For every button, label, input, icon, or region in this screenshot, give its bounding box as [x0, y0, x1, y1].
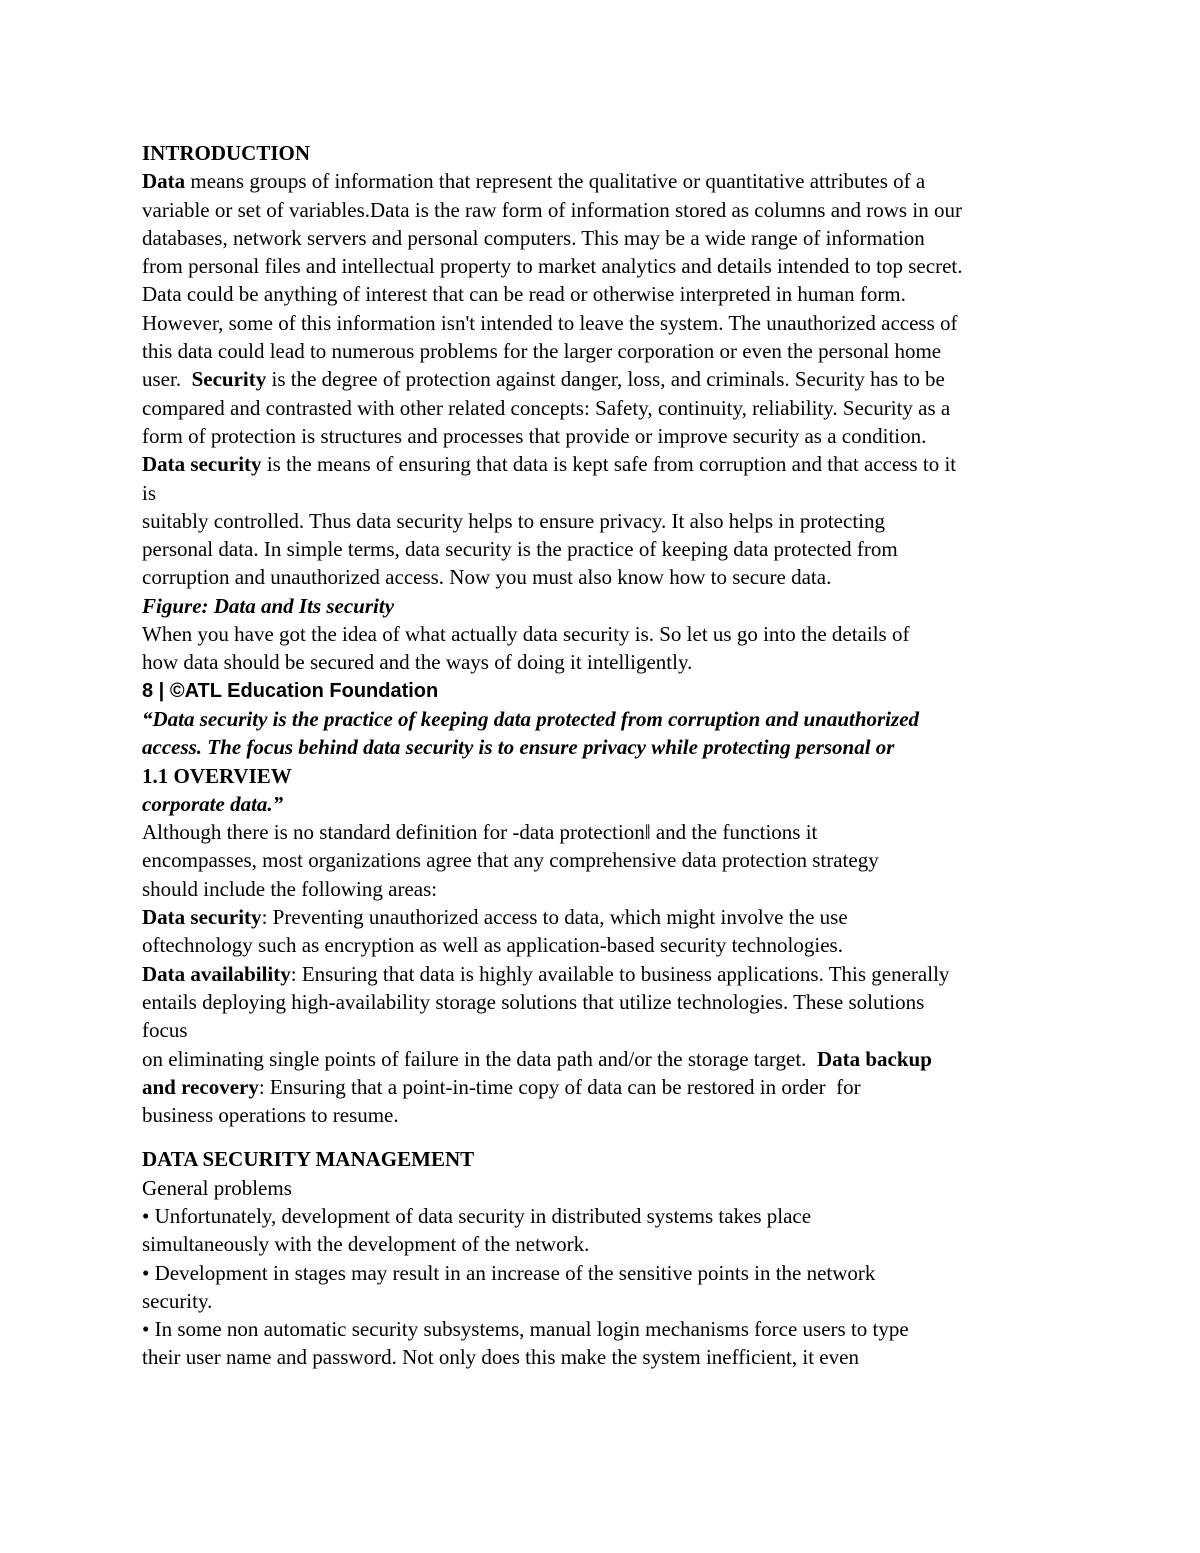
paragraph-line: focus [142, 1018, 188, 1043]
management-heading: DATA SECURITY MANAGEMENT [142, 1147, 475, 1172]
paragraph-line: suitably controlled. Thus data security helps to ensure privacy. It also helps in protecting [142, 508, 885, 533]
paragraph-line: oftechnology such as encryption as well as application-based security technologies. [142, 933, 843, 958]
paragraph-line: personal data. In simple terms, data security is the practice of keeping data protected from [142, 537, 898, 562]
list-item: • Unfortunately, development of data security in distributed systems takes place [142, 1203, 812, 1228]
paragraph-line: encompasses, most organizations agree that any comprehensive data protection strategy [142, 848, 879, 873]
paragraph-line: corruption and unauthorized access. Now you must also know how to secure data. [142, 565, 832, 590]
term-data-backup: Data backup [816, 1046, 932, 1071]
term-data-availability: Data availability [142, 961, 291, 986]
paragraph-line: databases, network servers and personal computers. This may be a wide range of information [142, 225, 925, 250]
section-spacer [142, 1129, 1072, 1145]
paragraph-line: from personal files and intellectual property to market analytics and details intended to top secret. [142, 254, 963, 279]
paragraph-line: security. [142, 1288, 213, 1313]
quote-line: “Data security is the practice of keeping data protected from corruption and unauthorized [142, 706, 920, 731]
paragraph-line: on eliminating single points of failure in the data path and/or the storage target. Data backup [142, 1046, 932, 1071]
introduction-heading: INTRODUCTION [142, 141, 311, 165]
list-item: • Development in stages may result in an increase of the sensitive points in the network [142, 1260, 876, 1285]
paragraph-line: should include the following areas: [142, 876, 438, 901]
list-item: • In some non automatic security subsystems, manual login mechanisms force users to type [142, 1317, 909, 1342]
paragraph-line: However, some of this information isn't intended to leave the system. The unauthorized access of [142, 310, 958, 335]
figure-caption: Figure: Data and Its security [142, 593, 395, 618]
overview-heading: 1.1 OVERVIEW [142, 763, 292, 788]
paragraph-line: their user name and password. Not only does this make the system inefficient, it even [142, 1345, 859, 1370]
paragraph-line: user. Security is the degree of protection against danger, loss, and criminals. Security has to be [142, 367, 945, 392]
quote-line: access. The focus behind data security is to ensure privacy while protecting personal or [142, 735, 895, 760]
paragraph-line: entails deploying high-availability storage solutions that utilize technologies. These solutions [142, 989, 925, 1014]
term-and-recovery: and recovery [142, 1074, 259, 1099]
page-content [142, 139, 1072, 1372]
paragraph-line: Data could be anything of interest that can be read or otherwise interpreted in human form. [142, 282, 906, 307]
paragraph-line: how data should be secured and the ways of doing it intelligently. [142, 650, 693, 675]
paragraph-line: business operations to resume. [142, 1103, 399, 1128]
quote-line: corporate data.” [142, 791, 284, 816]
paragraph-line: is [142, 480, 157, 505]
paragraph-line: Data security is the means of ensuring that data is kept safe from corruption and that access to it [142, 452, 957, 477]
paragraph-line: this data could lead to numerous problems for the larger corporation or even the personal home [142, 339, 942, 364]
paragraph-line: Data availability: Ensuring that data is highly available to business applications. This generally [142, 961, 950, 986]
paragraph-line: form of protection is structures and processes that provide or improve security as a condition. [142, 423, 927, 448]
paragraph-line: Data security: Preventing unauthorized access to data, which might involve the use [142, 905, 848, 930]
paragraph-line: and recovery: Ensuring that a point-in-time copy of data can be restored in order for [142, 1074, 861, 1099]
paragraph-line: variable or set of variables.Data is the raw form of information stored as columns and rows in our [142, 197, 962, 222]
term-data-security: Data security [142, 905, 262, 930]
paragraph-line: Data means groups of information that represent the qualitative or quantitative attributes of a [142, 169, 926, 194]
page-footer: 8 | ©ATL Education Foundation [142, 679, 439, 702]
term-security: Security [191, 367, 267, 392]
term-data-security: Data security [142, 452, 262, 477]
paragraph-line: When you have got the idea of what actually data security is. So let us go into the details of [142, 622, 910, 647]
paragraph-line: simultaneously with the development of the network. [142, 1232, 590, 1257]
paragraph-line: Although there is no standard definition for -data protectionǁ and the functions it [142, 820, 818, 845]
term-data: Data [142, 169, 186, 194]
paragraph-line: compared and contrasted with other related concepts: Safety, continuity, reliability. Security as a [142, 395, 951, 420]
paragraph-line: General problems [142, 1175, 292, 1200]
